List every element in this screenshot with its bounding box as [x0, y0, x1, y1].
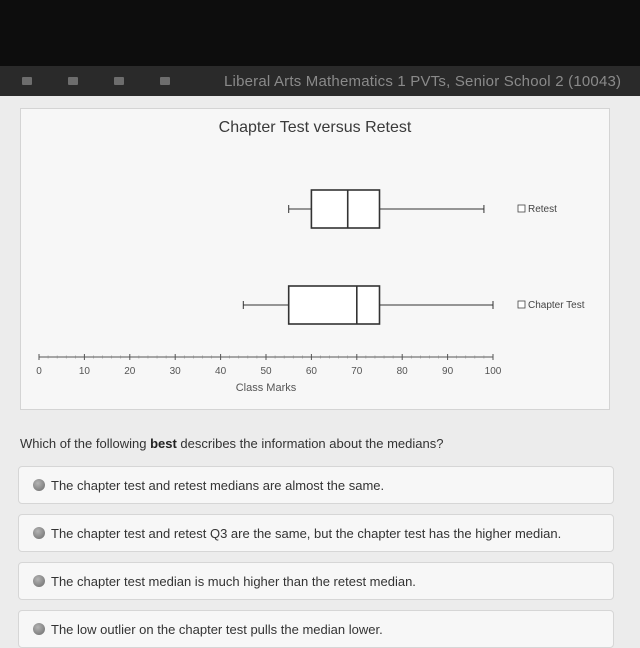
iqr-box: [311, 190, 379, 228]
x-tick-label: 60: [305, 366, 317, 377]
x-tick-label: 20: [124, 366, 136, 377]
boxplot-chart: [20, 108, 610, 410]
question-emphasis: best: [150, 436, 177, 451]
top-bar: [0, 0, 640, 96]
iqr-box: [289, 286, 380, 324]
legend-swatch: [518, 301, 525, 308]
radio-button-icon[interactable]: [33, 623, 45, 635]
answer-option-4[interactable]: [18, 610, 614, 648]
x-tick-label: 50: [260, 366, 272, 377]
calendar-icon[interactable]: [114, 77, 124, 85]
legend-swatch: [518, 205, 525, 212]
answer-option-label: The low outlier on the chapter test pulls the median lower.: [51, 621, 383, 637]
home-icon[interactable]: [68, 77, 78, 85]
legend-label: Chapter Test: [528, 300, 585, 311]
answer-option-label: The chapter test and retest Q3 are the same, but the chapter test has the higher median.: [51, 525, 562, 541]
menu-icon[interactable]: [22, 77, 32, 85]
chart-svg: [21, 109, 609, 409]
answer-option-label: The chapter test median is much higher than the retest median.: [51, 573, 416, 589]
answer-option-label: The chapter test and retest medians are almost the same.: [51, 477, 385, 493]
x-tick-label: 40: [215, 366, 227, 377]
radio-button-icon[interactable]: [33, 527, 45, 539]
radio-button-icon[interactable]: [33, 575, 45, 587]
course-nav-bar: [0, 66, 640, 96]
x-axis-label: Class Marks: [235, 382, 297, 394]
x-tick-label: 0: [36, 366, 42, 377]
chart-title: Chapter Test versus Retest: [218, 119, 412, 136]
question-content: [0, 96, 640, 640]
radio-button-icon[interactable]: [33, 479, 45, 491]
x-tick-label: 70: [351, 366, 363, 377]
x-tick-label: 90: [442, 366, 454, 377]
question-text: Which of the following best describes the information about the medians?: [20, 436, 444, 451]
x-tick-label: 100: [484, 366, 502, 377]
grid-icon[interactable]: [160, 77, 170, 85]
answer-option-2[interactable]: [18, 514, 614, 552]
x-tick-label: 30: [169, 366, 181, 377]
x-tick-label: 10: [78, 366, 90, 377]
legend-label: Retest: [528, 204, 557, 215]
answer-option-1[interactable]: [18, 466, 614, 504]
course-breadcrumb: Liberal Arts Mathematics 1 PVTs, Senior School 2 (10043): [224, 72, 622, 90]
answer-option-3[interactable]: [18, 562, 614, 600]
x-tick-label: 80: [396, 366, 408, 377]
